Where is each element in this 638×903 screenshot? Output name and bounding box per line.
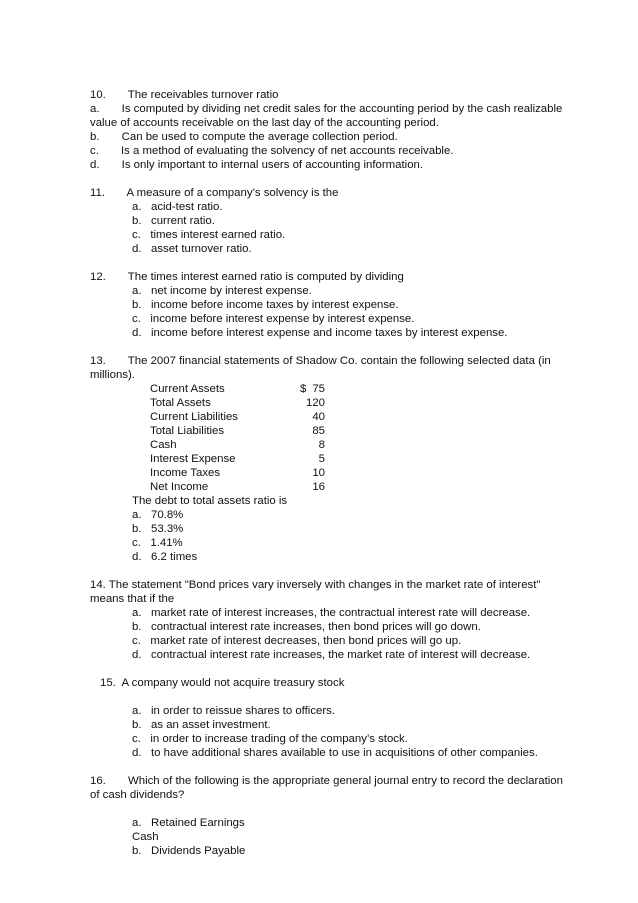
financial-item-value: 40 (312, 411, 325, 423)
q13-option-a: a. 70.8% (132, 509, 184, 521)
q15-option-c: c. in order to increase trading of the company’s stock. (132, 733, 408, 745)
q12-option-b: b. income before income taxes by interest expense. (132, 299, 399, 311)
q11-option-d: d. asset turnover ratio. (132, 243, 252, 255)
financial-item-label: Current Liabilities (150, 411, 238, 423)
financial-item-label: Total Liabilities (150, 425, 225, 437)
financial-item-label: Net Income (150, 481, 209, 493)
q10-option-b: b. Can be used to compute the average collection period. (90, 131, 398, 143)
q14-option-c: c. market rate of interest decreases, then bond prices will go up. (132, 635, 462, 647)
q14-option-a: a. market rate of interest increases, the contractual interest rate will decrease. (132, 607, 531, 619)
financial-item-value: 10 (312, 467, 325, 479)
q12-option-d: d. income before interest expense and income taxes by interest expense. (132, 327, 508, 339)
financial-item-value: 16 (312, 481, 325, 493)
q14-option-b: b. contractual interest rate increases, then bond prices will go down. (132, 621, 481, 633)
financial-item-value: 120 (305, 397, 325, 409)
q11-option-b: b. current ratio. (132, 215, 215, 227)
q12-stem: 12. The times interest earned ratio is computed by dividing (90, 271, 404, 283)
q10-option-c: c. Is a method of evaluating the solvency of net accounts receivable. (90, 145, 454, 157)
q13-stem-cont: millions). (90, 369, 135, 381)
q10-option-a-cont: value of accounts receivable on the last day of the accounting period. (90, 117, 439, 129)
q13-option-b: b. 53.3% (132, 523, 184, 535)
q10-option-d: d. Is only important to internal users of accounting information. (90, 159, 424, 171)
q11-stem: 11. A measure of a company’s solvency is the (90, 187, 339, 199)
q13-option-d: d. 6.2 times (132, 551, 198, 563)
q14-option-d: d. contractual interest rate increases, the market rate of interest will decrease. (132, 649, 531, 661)
q16-option-b: b. Dividends Payable (132, 845, 246, 857)
financial-item-value: 75 (312, 383, 325, 395)
financial-item-value: 5 (318, 453, 325, 465)
financial-item-value: 85 (312, 425, 325, 437)
q10-stem: 10. The receivables turnover ratio (90, 89, 279, 101)
q11-option-a: a. acid-test ratio. (132, 201, 223, 213)
q13-stem: 13. The 2007 financial statements of Shadow Co. contain the following selected data (in (90, 355, 551, 367)
financial-item-label: Interest Expense (150, 453, 236, 465)
financial-item-label: Current Assets (150, 383, 225, 395)
q14-stem: 14. The statement "Bond prices vary inversely with changes in the market rate of interest" (90, 579, 541, 591)
financial-item-label: Income Taxes (150, 467, 221, 479)
q10-option-a: a. Is computed by dividing net credit sales for the accounting period by the cash realizable (90, 103, 563, 115)
q15-option-b: b. as an asset investment. (132, 719, 271, 731)
financial-item-label: Total Assets (150, 397, 211, 409)
q15-option-a: a. in order to reissue shares to officers. (132, 705, 336, 717)
q12-option-a: a. net income by interest expense. (132, 285, 312, 297)
q16-option-a: a. Retained Earnings (132, 817, 245, 829)
q11-option-c: c. times interest earned ratio. (132, 229, 286, 241)
q15-stem: 15. A company would not acquire treasury stock (100, 677, 345, 689)
q15-option-d: d. to have additional shares available to use in acquisitions of other companies. (132, 747, 538, 759)
q16-option-a-cont: Cash (132, 831, 159, 843)
financial-item-value: 8 (318, 439, 325, 451)
financial-item-label: Cash (150, 439, 177, 451)
q13-option-c: c. 1.41% (132, 537, 183, 549)
q14-stem-cont: means that if the (90, 593, 175, 605)
q13-prompt: The debt to total assets ratio is (132, 495, 288, 507)
q16-stem: 16. Which of the following is the appropriate general journal entry to record the declaration (90, 775, 563, 787)
q16-stem-cont: of cash dividends? (90, 789, 185, 801)
currency-symbol: $ (300, 383, 307, 395)
q12-option-c: c. income before interest expense by interest expense. (132, 313, 415, 325)
